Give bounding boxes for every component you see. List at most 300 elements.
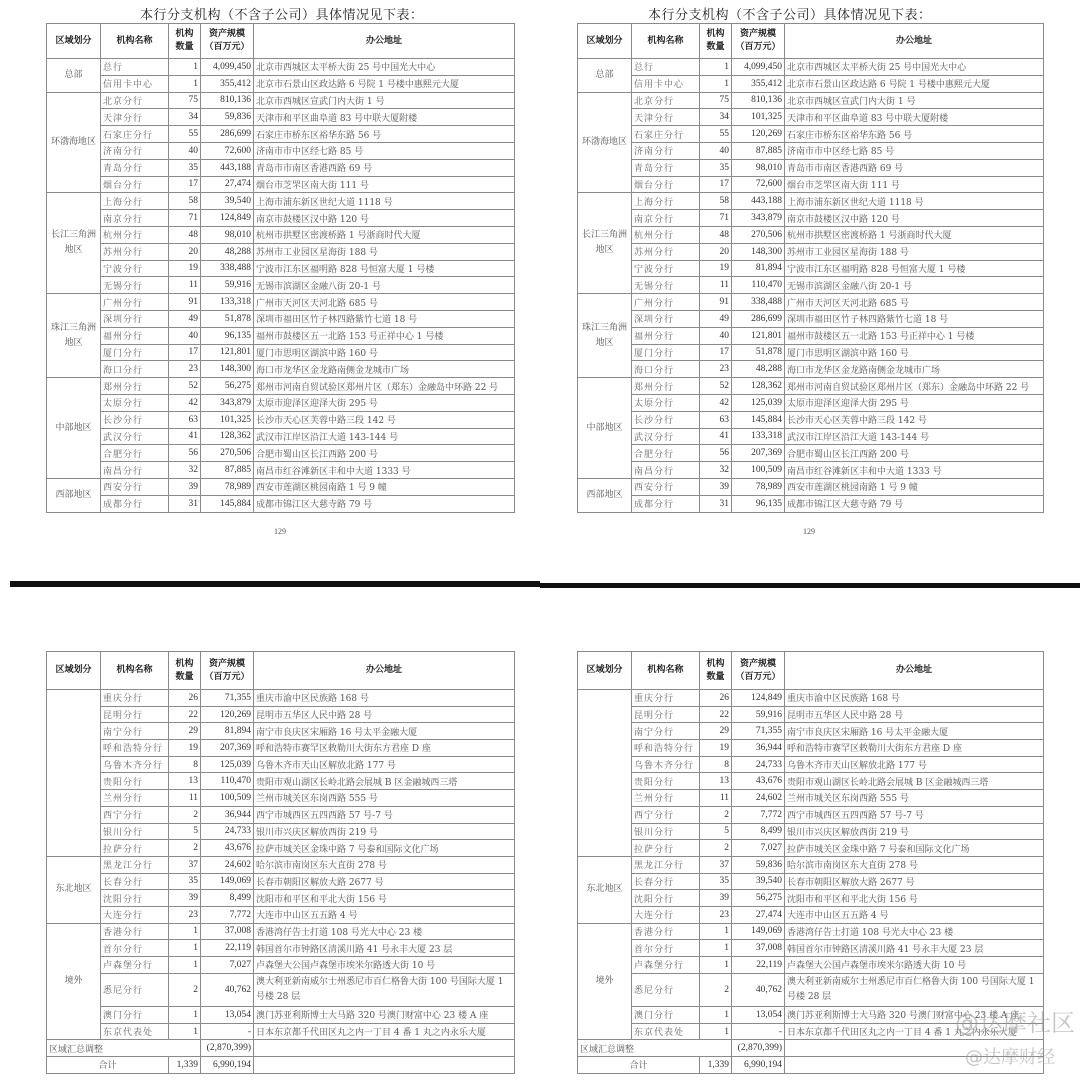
region-cell [47, 690, 101, 857]
table-row [47, 940, 515, 957]
header-assets-line2: （百万元） [735, 42, 781, 52]
branch-address: 贵阳市观山湖区长岭北路会展城 B 区金融城西三塔 [254, 773, 515, 790]
branch-count: 11 [700, 790, 732, 807]
table-row [578, 940, 1044, 957]
adjustment-label: 区域汇总调整 [578, 1040, 732, 1057]
branch-name: 南昌分行 [632, 462, 700, 479]
table-row [47, 92, 515, 109]
table-row [578, 445, 1044, 462]
branch-address: 南宁市良庆区宋厢路 16 号太平金融大厦 [254, 723, 515, 740]
branch-name: 沈阳分行 [101, 890, 169, 907]
branch-count: 75 [169, 92, 201, 109]
table-row [47, 126, 515, 143]
branch-address: 沈阳市和平区和平北大街 156 号 [785, 890, 1044, 907]
branch-table-top-left [46, 23, 515, 513]
branch-assets: 87,885 [201, 462, 254, 479]
header-count-line1: 机构 [175, 29, 194, 39]
branch-name: 烟台分行 [632, 176, 700, 193]
branch-count: 48 [700, 226, 732, 243]
table-row [47, 462, 515, 479]
table-row [578, 740, 1044, 757]
branch-count: 55 [700, 126, 732, 143]
header-assets-line2: （百万元） [204, 671, 250, 682]
branch-name: 南昌分行 [101, 462, 169, 479]
region-cell: 中部地区 [47, 378, 101, 479]
branch-assets: 145,884 [732, 411, 785, 428]
adjustment-label: 区域汇总调整 [47, 1040, 201, 1057]
branch-assets: 343,879 [732, 210, 785, 227]
branch-assets: 338,488 [732, 294, 785, 311]
branch-address: 日本东京都千代田区丸之内一丁目 4 番 1 丸之内永乐大厦 [785, 1023, 1044, 1040]
page-number: 129 [274, 527, 286, 536]
table-row [578, 890, 1044, 907]
header-address: 办公地址 [785, 24, 1044, 59]
branch-name: 乌鲁木齐分行 [632, 756, 700, 773]
branch-address: 天津市和平区曲阜道 83 号中联大厦附楼 [785, 109, 1044, 126]
branch-assets: 59,836 [201, 109, 254, 126]
branch-assets: 149,069 [732, 923, 785, 940]
branch-count: 2 [169, 840, 201, 857]
table-row [578, 906, 1044, 923]
branch-assets: 286,699 [201, 126, 254, 143]
header-assets [201, 24, 254, 59]
branch-count: 11 [169, 790, 201, 807]
branch-address: 大连市中山区五五路 4 号 [254, 906, 515, 923]
branch-address: 无锡市滨湖区金融八街 20-1 号 [785, 277, 1044, 294]
total-label: 合计 [578, 1057, 700, 1074]
branch-assets: 443,188 [732, 193, 785, 210]
branch-name: 深圳分行 [101, 310, 169, 327]
branch-assets: 98,010 [732, 159, 785, 176]
table-row [578, 706, 1044, 723]
table-row [47, 495, 515, 512]
branch-assets: 81,894 [201, 723, 254, 740]
branch-count: 63 [700, 411, 732, 428]
branch-name: 青岛分行 [632, 159, 700, 176]
table-row [47, 361, 515, 378]
table-row [47, 142, 515, 159]
branch-count: 13 [700, 773, 732, 790]
table-row [47, 1007, 515, 1024]
branch-assets: 27,474 [732, 906, 785, 923]
branch-name: 黑龙江分行 [101, 856, 169, 873]
branch-count: 39 [700, 478, 732, 495]
branch-name: 广州分行 [632, 294, 700, 311]
branch-name: 济南分行 [632, 142, 700, 159]
adjustment-value: (2,870,399) [732, 1040, 785, 1057]
branch-assets: 98,010 [201, 226, 254, 243]
branch-name: 卢森堡分行 [632, 957, 700, 974]
branch-count: 35 [700, 873, 732, 890]
branch-count: 56 [700, 445, 732, 462]
branch-count: 49 [700, 310, 732, 327]
branch-count: 1 [169, 75, 201, 92]
branch-address: 烟台市芝罘区南大街 111 号 [785, 176, 1044, 193]
total-address-blank [254, 1057, 515, 1074]
branch-assets: 133,318 [732, 428, 785, 445]
branch-assets: 149,069 [201, 873, 254, 890]
branch-address: 青岛市市南区香港西路 69 号 [254, 159, 515, 176]
branch-assets: 13,054 [732, 1007, 785, 1024]
header-assets-line1: 资产规模 [208, 658, 245, 669]
branch-address: 烟台市芝罘区南大街 111 号 [254, 176, 515, 193]
table-row [47, 109, 515, 126]
branch-address: 郑州市河南自贸试验区郑州片区（郑东）金融岛中环路 22 号 [254, 378, 515, 395]
total-count: 1,339 [169, 1057, 201, 1074]
branch-assets: 96,135 [201, 327, 254, 344]
table-row [578, 428, 1044, 445]
branch-count: 1 [700, 940, 732, 957]
branch-count: 17 [700, 344, 732, 361]
branch-name: 广州分行 [101, 294, 169, 311]
branch-name: 青岛分行 [101, 159, 169, 176]
branch-name: 悉尼分行 [632, 973, 700, 1006]
branch-count: 13 [169, 773, 201, 790]
branch-assets: 270,506 [201, 445, 254, 462]
branch-address: 杭州市拱墅区密渡桥路 1 号浙商时代大厦 [254, 226, 515, 243]
branch-name: 无锡分行 [632, 277, 700, 294]
branch-address: 南昌市红谷滩新区丰和中大道 1333 号 [254, 462, 515, 479]
header-row [578, 24, 1044, 59]
branch-assets: 87,885 [732, 142, 785, 159]
table-row [578, 159, 1044, 176]
branch-assets: 207,369 [201, 740, 254, 757]
branch-address: 成都市锦江区大慈寺路 79 号 [254, 495, 515, 512]
branch-count: 1 [169, 957, 201, 974]
header-count [700, 24, 732, 59]
branch-address: 贵阳市观山湖区长岭北路会展城 B 区金融城西三塔 [785, 773, 1044, 790]
branch-assets: 40,762 [732, 973, 785, 1006]
branch-assets: 71,355 [732, 723, 785, 740]
header-row [47, 652, 515, 690]
branch-assets: 48,288 [201, 243, 254, 260]
region-cell: 珠江三角洲地区 [578, 294, 632, 378]
branch-name: 卢森堡分行 [101, 957, 169, 974]
branch-name: 南宁分行 [632, 723, 700, 740]
adjustment-row [47, 1040, 515, 1057]
branch-count: 41 [700, 428, 732, 445]
branch-name: 重庆分行 [632, 690, 700, 707]
branch-assets: 110,470 [732, 277, 785, 294]
branch-address: 长沙市天心区芙蓉中路三段 142 号 [254, 411, 515, 428]
table-row [578, 361, 1044, 378]
branch-address: 哈尔滨市南岗区东大直街 278 号 [785, 856, 1044, 873]
branch-count: 71 [169, 210, 201, 227]
table-row [47, 378, 515, 395]
branch-count: 29 [169, 723, 201, 740]
adjustment-address-blank [254, 1040, 515, 1057]
branch-address: 北京市西城区太平桥大街 25 号中国光大中心 [254, 59, 515, 76]
branch-address: 广州市天河区天河北路 685 号 [254, 294, 515, 311]
branch-count: 71 [700, 210, 732, 227]
branch-name: 长春分行 [101, 873, 169, 890]
branch-assets: 355,412 [732, 75, 785, 92]
branch-name: 深圳分行 [632, 310, 700, 327]
header-name: 机构名称 [101, 24, 169, 59]
header-assets-line1: 资产规模 [739, 29, 776, 39]
branch-count: 23 [169, 361, 201, 378]
branch-name: 昆明分行 [101, 706, 169, 723]
branch-count: 1 [700, 1007, 732, 1024]
branch-address: 合肥市蜀山区长江西路 200 号 [785, 445, 1044, 462]
branch-address: 西安市莲湖区桃园南路 1 号 9 幢 [785, 478, 1044, 495]
branch-name: 南京分行 [632, 210, 700, 227]
table-row [578, 294, 1044, 311]
branch-address: 卢森堡大公国卢森堡市埃米尔路透大街 10 号 [785, 957, 1044, 974]
branch-assets: 120,269 [201, 706, 254, 723]
branch-name: 呼和浩特分行 [632, 740, 700, 757]
branch-count: 19 [700, 260, 732, 277]
region-cell: 中部地区 [578, 378, 632, 479]
branch-name: 贵阳分行 [632, 773, 700, 790]
branch-assets: 100,509 [732, 462, 785, 479]
header-assets [201, 652, 254, 690]
branch-name: 宁波分行 [101, 260, 169, 277]
branch-address: 卢森堡大公国卢森堡市埃米尔路透大街 10 号 [254, 957, 515, 974]
branch-count: 17 [700, 176, 732, 193]
table-row [47, 823, 515, 840]
branch-count: 58 [700, 193, 732, 210]
branch-assets: 37,008 [201, 923, 254, 940]
branch-name: 石家庄分行 [632, 126, 700, 143]
branch-address: 长春市朝阳区解放大路 2677 号 [254, 873, 515, 890]
branch-name: 银川分行 [632, 823, 700, 840]
branch-address: 昆明市五华区人民中路 28 号 [254, 706, 515, 723]
branch-address: 厦门市思明区湖滨中路 160 号 [254, 344, 515, 361]
branch-name: 成都分行 [101, 495, 169, 512]
branch-count: 2 [700, 806, 732, 823]
table-row [47, 344, 515, 361]
header-region: 区域划分 [47, 24, 101, 59]
branch-name: 银川分行 [101, 823, 169, 840]
branch-name: 长春分行 [632, 873, 700, 890]
branch-address: 大连市中山区五五路 4 号 [785, 906, 1044, 923]
table-row [578, 176, 1044, 193]
branch-count: 40 [169, 327, 201, 344]
branch-assets: 59,916 [732, 706, 785, 723]
branch-name: 长沙分行 [101, 411, 169, 428]
branch-address: 南京市鼓楼区汉中路 120 号 [254, 210, 515, 227]
branch-name: 兰州分行 [101, 790, 169, 807]
branch-name: 无锡分行 [101, 277, 169, 294]
table-row [578, 690, 1044, 707]
table-row [47, 790, 515, 807]
branch-address: 北京市石景山区政达路 6 号院 1 号楼中惠熙元大厦 [254, 75, 515, 92]
branch-assets: 7,027 [201, 957, 254, 974]
branch-address: 福州市鼓楼区五一北路 153 号正祥中心 1 号楼 [254, 327, 515, 344]
branch-count: 26 [700, 690, 732, 707]
branch-address: 济南市市中区经七路 85 号 [254, 142, 515, 159]
region-cell: 西部地区 [47, 478, 101, 512]
branch-address: 北京市西城区宣武门内大街 1 号 [254, 92, 515, 109]
branch-assets: 51,878 [732, 344, 785, 361]
branch-address: 太原市迎泽区迎泽大街 295 号 [785, 394, 1044, 411]
branch-assets: 36,944 [732, 740, 785, 757]
branch-count: 39 [700, 890, 732, 907]
branch-name: 总行 [632, 59, 700, 76]
table-row [578, 973, 1044, 1006]
table-row [578, 790, 1044, 807]
branch-assets: 125,039 [201, 756, 254, 773]
branch-count: 2 [700, 973, 732, 1006]
header-count [169, 652, 201, 690]
table-row [578, 723, 1044, 740]
branch-assets: 22,119 [201, 940, 254, 957]
table-row [47, 226, 515, 243]
branch-count: 58 [169, 193, 201, 210]
watermark: @达摩社区 [955, 1009, 1075, 1037]
branch-count: 34 [700, 109, 732, 126]
branch-assets: 48,288 [732, 361, 785, 378]
branch-assets: 51,878 [201, 310, 254, 327]
page-number: 129 [803, 527, 815, 536]
header-assets-line2: （百万元） [735, 671, 781, 682]
branch-assets: 24,733 [732, 756, 785, 773]
branch-count: 1 [700, 1023, 732, 1040]
table-row [47, 294, 515, 311]
branch-assets: 78,989 [201, 478, 254, 495]
branch-count: 23 [169, 906, 201, 923]
table-row [578, 394, 1044, 411]
branch-name: 北京分行 [632, 92, 700, 109]
branch-name: 东京代表处 [632, 1023, 700, 1040]
header-address: 办公地址 [254, 24, 515, 59]
branch-count: 35 [700, 159, 732, 176]
branch-address: 石家庄市桥东区裕华东路 56 号 [785, 126, 1044, 143]
table-row [578, 260, 1044, 277]
header-region: 区域划分 [47, 652, 101, 690]
branch-count: 32 [169, 462, 201, 479]
table-row [47, 806, 515, 823]
table-row [578, 193, 1044, 210]
table-row [578, 243, 1044, 260]
branch-count: 5 [169, 823, 201, 840]
branch-assets: 100,509 [201, 790, 254, 807]
table-row [47, 411, 515, 428]
branch-name: 香港分行 [632, 923, 700, 940]
branch-assets: 810,136 [201, 92, 254, 109]
branch-name: 合肥分行 [101, 445, 169, 462]
branch-count: 1 [169, 940, 201, 957]
region-cell: 总部 [578, 59, 632, 93]
branch-assets: 8,499 [732, 823, 785, 840]
branch-name: 西宁分行 [101, 806, 169, 823]
branch-assets: 78,989 [732, 478, 785, 495]
branch-assets: 128,362 [201, 428, 254, 445]
header-assets [732, 24, 785, 59]
branch-address: 银川市兴庆区解放西街 219 号 [254, 823, 515, 840]
branch-assets: 36,944 [201, 806, 254, 823]
branch-name: 太原分行 [101, 394, 169, 411]
branch-address: 南京市鼓楼区汉中路 120 号 [785, 210, 1044, 227]
branch-name: 拉萨分行 [632, 840, 700, 857]
header-name: 机构名称 [632, 24, 700, 59]
branch-count: 2 [169, 806, 201, 823]
branch-assets: 148,300 [201, 361, 254, 378]
branch-assets: 270,506 [732, 226, 785, 243]
branch-count: 40 [169, 142, 201, 159]
branch-address: 苏州市工业园区星海街 188 号 [254, 243, 515, 260]
header-assets-line1: 资产规模 [208, 29, 245, 39]
branch-count: 1 [700, 75, 732, 92]
branch-name: 南宁分行 [101, 723, 169, 740]
branch-assets: 71,355 [201, 690, 254, 707]
branch-count: 34 [169, 109, 201, 126]
branch-count: 41 [169, 428, 201, 445]
branch-address: 哈尔滨市南岗区东大直街 278 号 [254, 856, 515, 873]
branch-name: 澳门分行 [632, 1007, 700, 1024]
table-row [47, 75, 515, 92]
branch-address: 澳大利亚新南威尔士州悉尼市百仁格鲁大街 100 号国际大厦 1 号楼 28 层 [254, 973, 515, 1006]
branch-table-top-right [577, 23, 1044, 513]
table-row [47, 210, 515, 227]
branch-assets: 40,762 [201, 973, 254, 1006]
branch-assets: 120,269 [732, 126, 785, 143]
table-row [47, 277, 515, 294]
header-name: 机构名称 [632, 652, 700, 690]
branch-assets: 24,733 [201, 823, 254, 840]
table-row [578, 344, 1044, 361]
branch-assets: 121,801 [201, 344, 254, 361]
branch-count: 19 [169, 740, 201, 757]
table-row [47, 260, 515, 277]
branch-address: 南宁市良庆区宋厢路 16 号太平金融大厦 [785, 723, 1044, 740]
branch-count: 22 [700, 706, 732, 723]
branch-count: 19 [169, 260, 201, 277]
table-row [578, 856, 1044, 873]
header-region: 区域划分 [578, 24, 632, 59]
table-row [47, 906, 515, 923]
branch-count: 1 [169, 923, 201, 940]
region-cell: 长江三角洲地区 [47, 193, 101, 294]
table-row [47, 840, 515, 857]
region-cell: 东北地区 [578, 856, 632, 923]
branch-assets: 101,325 [732, 109, 785, 126]
branch-address: 重庆市渝中区民族路 168 号 [254, 690, 515, 707]
branch-address: 济南市市中区经七路 85 号 [785, 142, 1044, 159]
branch-name: 上海分行 [101, 193, 169, 210]
branch-count: 29 [700, 723, 732, 740]
branch-address: 重庆市渝中区民族路 168 号 [785, 690, 1044, 707]
branch-assets: 59,916 [201, 277, 254, 294]
branch-address: 沈阳市和平区和平北大街 156 号 [254, 890, 515, 907]
table-row [47, 243, 515, 260]
table-row [578, 773, 1044, 790]
branch-name: 太原分行 [632, 394, 700, 411]
branch-count: 31 [169, 495, 201, 512]
branch-assets: 24,602 [201, 856, 254, 873]
branch-count: 22 [169, 706, 201, 723]
total-row [47, 1057, 515, 1074]
branch-address: 宁波市江东区福明路 828 号恒富大厦 1 号楼 [785, 260, 1044, 277]
branch-assets: 22,119 [732, 957, 785, 974]
branch-name: 拉萨分行 [101, 840, 169, 857]
table-row [47, 957, 515, 974]
branch-address: 厦门市思明区湖滨中路 160 号 [785, 344, 1044, 361]
branch-address: 太原市迎泽区迎泽大街 295 号 [254, 394, 515, 411]
table-row [47, 856, 515, 873]
branch-address: 南昌市红谷滩新区丰和中大道 1333 号 [785, 462, 1044, 479]
branch-address: 上海市浦东新区世纪大道 1118 号 [785, 193, 1044, 210]
branch-assets: 7,772 [201, 906, 254, 923]
table-row [578, 310, 1044, 327]
branch-address: 昆明市五华区人民中路 28 号 [785, 706, 1044, 723]
branch-count: 11 [169, 277, 201, 294]
branch-address: 澳门苏亚利斯博士大马路 320 号澳门财富中心 23 楼 A 座 [785, 1007, 1044, 1024]
branch-name: 北京分行 [101, 92, 169, 109]
branch-count: 1 [700, 923, 732, 940]
branch-assets: 207,369 [732, 445, 785, 462]
